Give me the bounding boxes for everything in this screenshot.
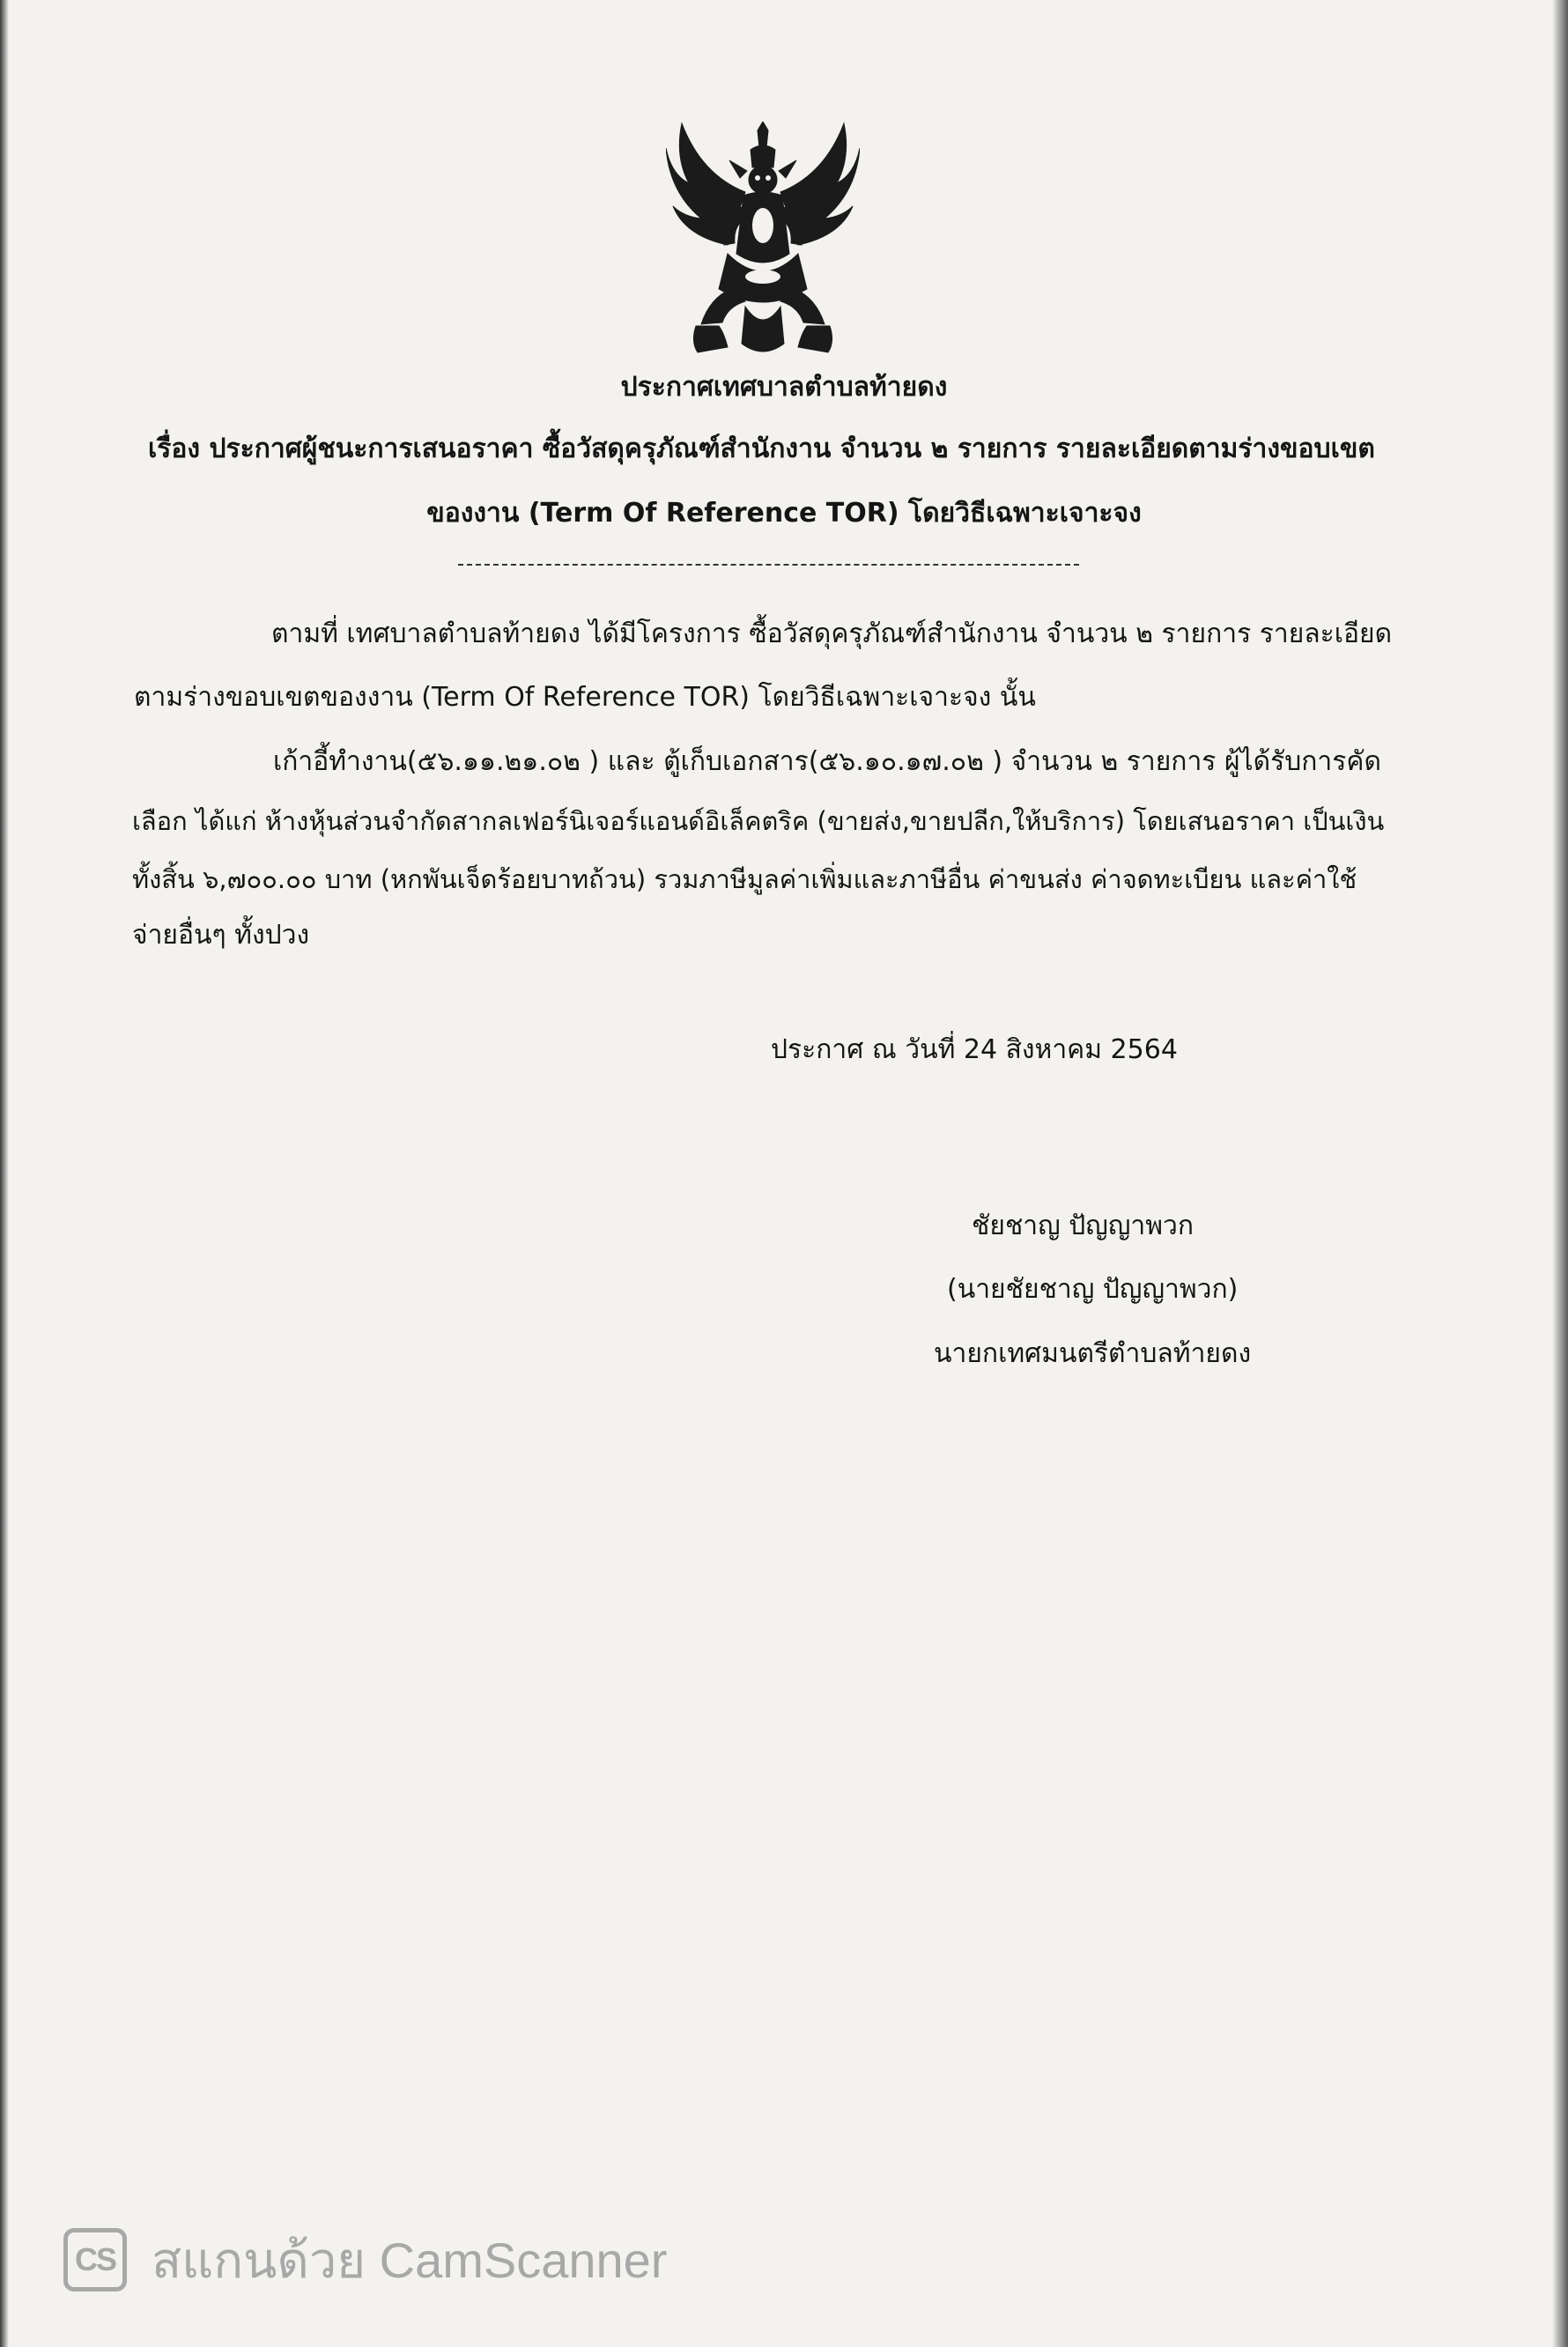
paragraph-2-line-1: เก้าอี้ทำงาน(๕๖.๑๑.๒๑.๐๒ ) และ ตู้เก็บเอกสาร(๕๖.๑๐.๑๗.๐๒ ) จำนวน ๒ รายการ ผู้ได้รับการคัด bbox=[273, 746, 1381, 777]
document-title: ประกาศเทศบาลตำบลท้ายดง bbox=[620, 372, 948, 403]
page-edge-left bbox=[0, 0, 9, 2347]
paragraph-1-line-1: ตามที่ เทศบาลตำบลท้ายดง ได้มีโครงการ ซื้อวัสดุครุภัณฑ์สำนักงาน จำนวน ๒ รายการ รายละเอียด bbox=[271, 618, 1393, 649]
subject-line-1: เรื่อง ประกาศผู้ชนะการเสนอราคา ซื้อวัสดุครุภัณฑ์สำนักงาน จำนวน ๒ รายการ รายละเอียดตามร่างขอบเขต bbox=[148, 433, 1375, 464]
paragraph-2-line-2: เลือก ได้แก่ ห้างหุ้นส่วนจำกัดสากลเฟอร์นิเจอร์แอนด์อิเล็คตริค (ขายส่ง,ขายปลีก,ให้บริการ) โดยเสนอราคา เป็นเงิน bbox=[132, 806, 1385, 836]
camscanner-watermark bbox=[63, 2229, 667, 2291]
garuda-emblem-icon bbox=[666, 122, 860, 368]
subject-line-2: ของงาน (Term Of Reference TOR) โดยวิธีเฉพาะเจาะจง bbox=[426, 498, 1142, 529]
camscanner-text: สแกนด้วย CamScanner bbox=[152, 2232, 668, 2288]
signature-full-name: (นายชัยชาญ ปัญญาพวก) bbox=[947, 1274, 1239, 1305]
paragraph-2-line-3: ทั้งสิ้น ๖,๗๐๐.๐๐ บาท (หกพันเจ็ดร้อยบาทถ้วน) รวมภาษีมูลค่าเพิ่มและภาษีอื่น ค่าขนส่ง ค่าจดทะเบียน และค่าใช้ bbox=[132, 864, 1357, 894]
paragraph-2-line-4: จ่ายอื่นๆ ทั้งปวง bbox=[132, 920, 310, 951]
signature-position: นายกเทศมนตรีตำบลท้ายดง bbox=[934, 1338, 1252, 1369]
page-edge-right bbox=[1552, 0, 1568, 2347]
separator-line bbox=[458, 564, 1079, 566]
signature-name: ชัยชาญ ปัญญาพวก bbox=[972, 1211, 1194, 1241]
camscanner-logo-icon: CS bbox=[63, 2228, 127, 2291]
announcement-date: ประกาศ ณ วันที่ 24 สิงหาคม 2564 bbox=[771, 1034, 1178, 1065]
paragraph-1-line-2: ตามร่างขอบเขตของงาน (Term Of Reference TOR) โดยวิธีเฉพาะเจาะจง นั้น bbox=[134, 682, 1036, 713]
